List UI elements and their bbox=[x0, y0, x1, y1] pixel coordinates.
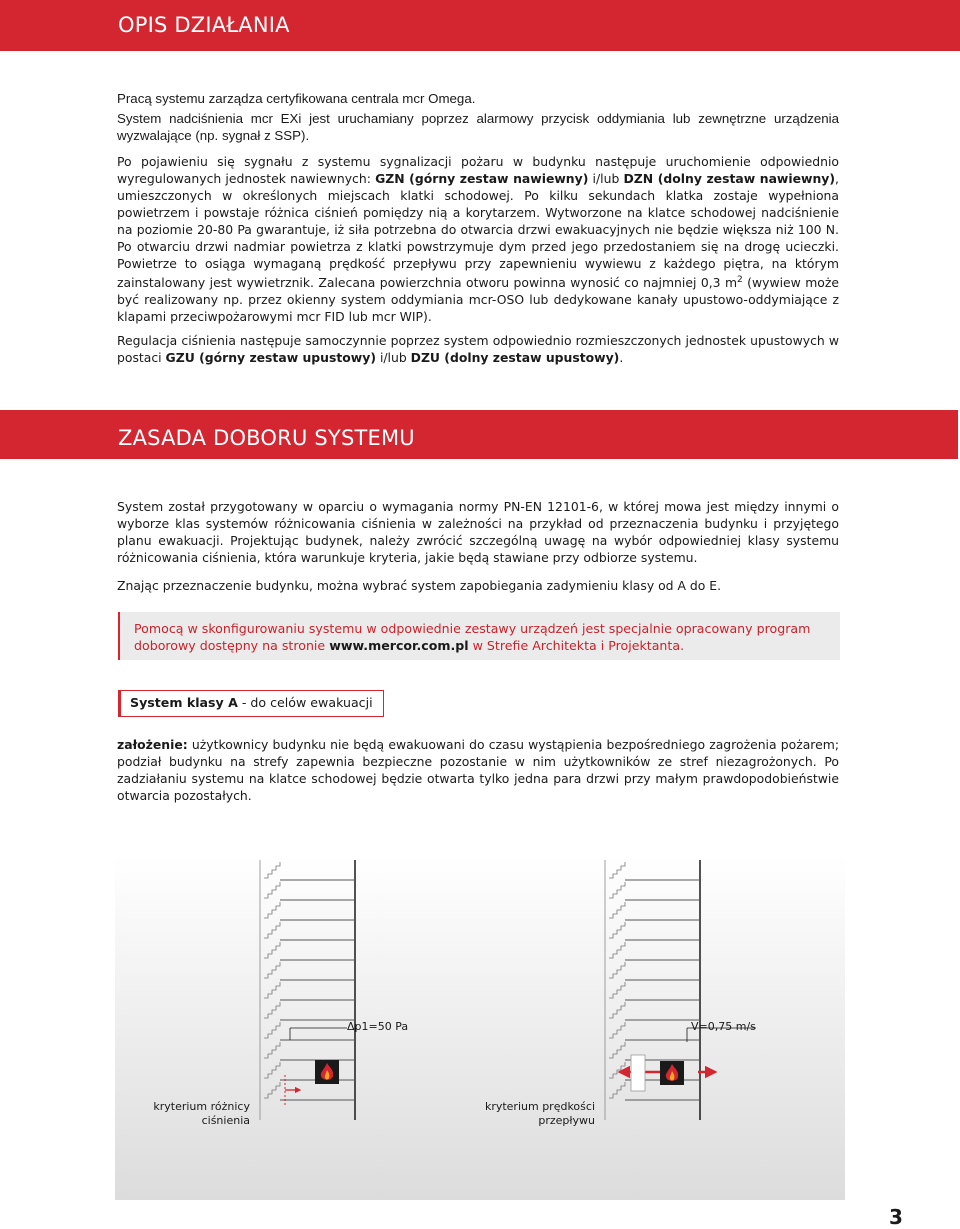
gzn-term: GZN (górny zestaw nawiewny) bbox=[375, 171, 589, 186]
section-header-opis bbox=[0, 0, 960, 51]
assumption-label: założenie: bbox=[117, 737, 188, 752]
dzu-term: DZU (dolny zestaw upustowy) bbox=[410, 350, 620, 365]
dzn-term: DZN (dolny zestaw nawiewny) bbox=[623, 171, 836, 186]
pressure-label: Δp1=50 Pa bbox=[347, 1020, 409, 1033]
text-run: , umieszczonych w określonych miejscach klatki schodowej. Po kilku sekundach klatka zostaje wypełniona powietrzem i powstaje różnica ciśnień pomiędzy nią a korytarzem. Wytworzone na klatce schodowej nadciśnienie na poziomie 20-80 Pa gwarantuje, iż siła potrzebna do otwarcia drzwi ewakuacyjnych nie będzie większa niż 100 N. Po otwarciu drzwi nadmiar powietrza z klatki powstrzymuje dym przed jego przedostaniem się na drogę ucieczki. Powietrze to osiąga wymaganą prędkość przepływu przy zapewnieniu wywiewu z każdego piętra, na którym zainstalowany jest wywietrznik. Zalecana powierzchnia otworu powinna wynosić co najmniej 0,3 m bbox=[117, 171, 839, 291]
class-purpose: - do celów ewakuacji bbox=[237, 695, 373, 710]
velocity-label: V=0,75 m/s bbox=[691, 1020, 756, 1033]
text-run: Po pojawieniu się sygnału z systemu sygnalizacji pożaru w budynku następuje uruchomienie odpowiednio wyregulowanych jednostek nawiewnych: bbox=[117, 154, 839, 186]
pressure-criterion-label: kryterium różnicy ciśnienia bbox=[153, 1100, 250, 1127]
info-callout bbox=[118, 612, 840, 660]
fire-icon bbox=[660, 1061, 684, 1085]
paragraph: Znając przeznaczenie budynku, można wybrać system zapobiegania zadymieniu klasy od A do E. bbox=[117, 578, 722, 593]
velocity-criterion-label: kryterium prędkości przepływu bbox=[484, 1100, 595, 1127]
assumption-paragraph bbox=[117, 736, 839, 804]
section-header-zasada bbox=[0, 410, 958, 459]
website-link[interactable]: www.mercor.com.pl bbox=[329, 638, 469, 653]
text-run: . bbox=[619, 350, 624, 365]
page-number: 3 bbox=[889, 1205, 903, 1229]
class-name: System klasy A bbox=[130, 695, 238, 710]
gzu-term: GZU (górny zestaw upustowy) bbox=[165, 350, 376, 365]
intro-text bbox=[117, 90, 839, 145]
paragraph: System został przygotowany w oparciu o wymagania normy PN-EN 12101-6, w której mowa jest między innymi o wyborze klas systemów różnicowania ciśnienia w zależności na przykład od przeznaczenia budynku i przyjętego planu ewakuacji. Projektując budynek, należy zwrócić szczególną uwagę na wybór odpowiedniej klasy systemu różnicowania ciśnienia, która warunkuje kryteria, jakie będą stawiane przy odbiorze systemu. bbox=[117, 499, 839, 565]
text-run: Regulacja ciśnienia następuje samoczynnie poprzez system odpowiednio rozmieszczonych jednostek upustowych w postaci bbox=[117, 333, 839, 365]
callout-text bbox=[134, 620, 824, 654]
class-a-diagram bbox=[115, 855, 845, 1200]
text-run: Pomocą w skonfigurowaniu systemu w odpowiednie zestawy urządzeń jest specjalnie opracowany program doborowy dostępny na stronie bbox=[134, 621, 811, 653]
paragraph bbox=[117, 153, 839, 325]
text-run: i/lub bbox=[376, 350, 411, 365]
text-run: w Strefie Architekta i Projektanta. bbox=[468, 638, 685, 653]
paragraph: System nadciśnienia mcr EXi jest uruchamiany poprzez alarmowy przycisk oddymiania lub zewnętrzne urządzenia wyzwalające (np. sygnał z SSP). bbox=[117, 111, 839, 144]
paragraph: Pracą systemu zarządza certyfikowana centrala mcr Omega. bbox=[117, 91, 476, 106]
class-a-label bbox=[118, 690, 384, 717]
paragraph bbox=[117, 332, 839, 366]
text-run: (wywiew może być realizowany np. przez okienny system oddymiania mcr-OSO lub dedykowane kanały upustowo-oddymiające z klapami przeciwpożarowymi mcr FID lub mcr WIP). bbox=[117, 275, 839, 325]
text-run: użytkownicy budynku nie będą ewakuowani do czasu wystąpienia bezpośredniego zagrożenia pożarem; podział budynku na strefy zapewnia bezpieczne pozostanie w nim użytkowników ze stref niezagrożonych. Po zadziałaniu systemu na klatce schodowej będzie otwarta tylko jedna para drzwi przy małym prawdopodobieństwie otwarcia pozostałych. bbox=[117, 737, 839, 803]
section-title: OPIS DZIAŁANIA bbox=[118, 13, 290, 37]
door bbox=[631, 1055, 645, 1091]
superscript: 2 bbox=[737, 275, 743, 285]
text-run: i/lub bbox=[588, 171, 624, 186]
fire-icon bbox=[315, 1060, 339, 1084]
section-title: ZASADA DOBORU SYSTEMU bbox=[118, 426, 415, 450]
